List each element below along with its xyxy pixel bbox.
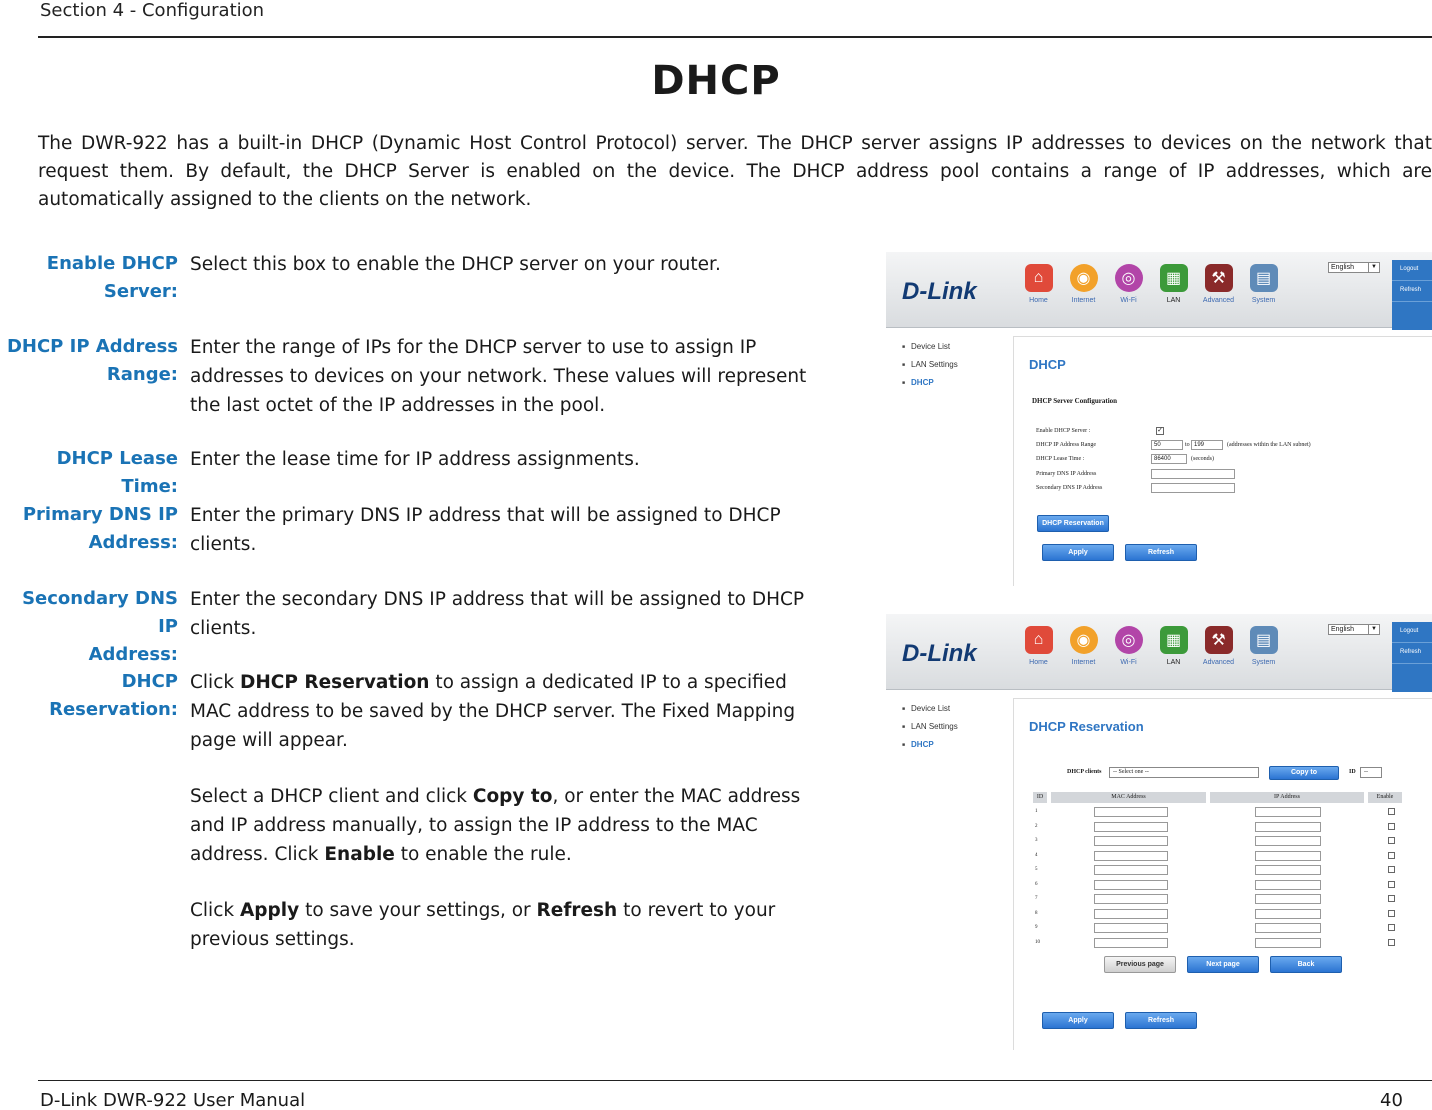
- mac-input[interactable]: [1094, 923, 1168, 933]
- dhcp-reservation-screenshot: [886, 614, 1432, 1050]
- nav-label: Internet: [1071, 659, 1096, 666]
- term-line: DHCP IP Address: [6, 336, 178, 357]
- ip-input[interactable]: [1255, 923, 1321, 933]
- mac-input[interactable]: [1094, 894, 1168, 904]
- term-line: Secondary DNS IP: [22, 588, 178, 637]
- nav-system[interactable]: [1241, 622, 1286, 684]
- ip-input[interactable]: [1255, 807, 1321, 817]
- label-enable: Enable DHCP Server :: [1036, 428, 1091, 434]
- chevron-down-icon: ▼: [1368, 263, 1379, 272]
- ip-input[interactable]: [1255, 909, 1321, 919]
- nav-label: Internet: [1071, 297, 1096, 304]
- range-end-input[interactable]: 199: [1191, 440, 1223, 450]
- text: , or enter the MAC address and IP address manually, to assign the IP address to the MAC address. Click: [190, 786, 801, 865]
- reservation-para-2: [190, 782, 830, 869]
- next-page-button[interactable]: Next page: [1187, 956, 1259, 973]
- lan-icon: ▦: [1160, 264, 1188, 292]
- text-bold: Copy to: [472, 786, 553, 807]
- language-value: English: [1331, 626, 1354, 633]
- footer-rule: [38, 1080, 1432, 1081]
- enable-checkbox[interactable]: [1388, 852, 1395, 859]
- section-header: Section 4 - Configuration: [40, 0, 265, 21]
- menu-device-list[interactable]: ■ Device List: [902, 704, 958, 713]
- label-range: DHCP IP Address Range: [1036, 442, 1097, 448]
- reservation-para-3: [190, 896, 830, 954]
- dhcp-clients-label: DHCP clients: [1067, 769, 1102, 775]
- logout-button[interactable]: Logout: [1392, 260, 1432, 281]
- col-ip: IP Address: [1210, 792, 1364, 803]
- lease-time-input[interactable]: 86400: [1151, 454, 1187, 464]
- enable-checkbox[interactable]: [1388, 939, 1395, 946]
- text: Click: [190, 900, 240, 921]
- ip-input[interactable]: [1255, 880, 1321, 890]
- text: to save your settings, or: [299, 900, 537, 921]
- tools-icon: ⚒: [1205, 264, 1233, 292]
- label-lease: DHCP Lease Time :: [1036, 456, 1085, 462]
- dhcp-clients-select[interactable]: [1109, 767, 1259, 778]
- nav-label: Advanced: [1202, 297, 1235, 304]
- primary-dns-input[interactable]: [1151, 469, 1235, 479]
- text: to revert to your previous settings.: [190, 900, 776, 950]
- desc-ip-range: Enter the range of IPs for the DHCP server to use to assign IP addresses to devices on your network. These values will represent the last octet of the IP addresses in the pool.: [190, 337, 807, 416]
- menu-lan-settings[interactable]: ■ LAN Settings: [902, 722, 958, 731]
- router-nav: [1016, 260, 1316, 322]
- mac-input[interactable]: [1094, 938, 1168, 948]
- row-id: 7: [1035, 896, 1038, 901]
- nav-label: Advanced: [1202, 659, 1235, 666]
- text-bold: Apply: [239, 900, 300, 921]
- footer-manual-title: D-Link DWR-922 User Manual: [40, 1090, 306, 1110]
- globe-icon: ◉: [1070, 264, 1098, 292]
- text: to assign a dedicated IP to a specified MAC address to be saved by the DHCP server. The Fixed Mapping page will appear.: [190, 672, 796, 751]
- term-line: Range:: [106, 364, 178, 385]
- col-enable: Enable: [1368, 792, 1402, 803]
- range-note: (addresses within the LAN subnet): [1227, 442, 1311, 448]
- wifi-icon: ◎: [1115, 264, 1143, 292]
- mac-input[interactable]: [1094, 836, 1168, 846]
- text: Select a DHCP client and click: [190, 786, 473, 807]
- side-menu: [902, 342, 958, 396]
- mac-input[interactable]: [1094, 909, 1168, 919]
- panel-title: DHCP: [1029, 357, 1066, 372]
- term-lease-time: [0, 445, 178, 501]
- enable-checkbox[interactable]: [1388, 881, 1395, 888]
- dhcp-reservation-button[interactable]: DHCP Reservation: [1037, 515, 1109, 532]
- side-menu: [902, 704, 958, 758]
- config-heading: DHCP Server Configuration: [1032, 397, 1118, 405]
- row-id: 2: [1035, 823, 1038, 829]
- globe-icon: ◉: [1070, 626, 1098, 654]
- row-id: 5: [1035, 867, 1038, 872]
- ip-input[interactable]: [1255, 836, 1321, 846]
- term-line: Primary DNS IP: [22, 504, 178, 525]
- nav-home[interactable]: [1016, 260, 1061, 322]
- col-mac: MAC Address: [1051, 792, 1206, 803]
- nav-wifi[interactable]: [1106, 260, 1151, 322]
- enable-checkbox[interactable]: [1388, 910, 1395, 917]
- lease-unit: (seconds): [1191, 456, 1214, 462]
- reservation-para-1: [190, 668, 830, 755]
- language-value: English: [1331, 264, 1354, 271]
- term-line: Enable DHCP: [46, 253, 178, 274]
- label-secondary-dns: Secondary DNS IP Address: [1036, 485, 1103, 491]
- panel-title: DHCP Reservation: [1029, 719, 1144, 734]
- menu-dhcp[interactable]: ■ DHCP: [902, 378, 958, 387]
- enable-dhcp-checkbox[interactable]: ✓: [1157, 427, 1163, 434]
- text-bold: Enable: [324, 844, 395, 865]
- refresh-button[interactable]: Refresh: [1125, 1012, 1197, 1029]
- nav-label: Home: [1029, 659, 1048, 666]
- lan-icon: ▦: [1160, 626, 1188, 654]
- home-icon: ⌂: [1025, 626, 1053, 654]
- nav-wifi[interactable]: [1106, 622, 1151, 684]
- ip-input[interactable]: [1255, 894, 1321, 904]
- select-value: --: [1364, 769, 1368, 775]
- nav-lan[interactable]: [1151, 260, 1196, 322]
- term-line: DHCP: [121, 671, 178, 692]
- nav-lan[interactable]: [1151, 622, 1196, 684]
- enable-checkbox[interactable]: [1388, 895, 1395, 902]
- nav-label: Home: [1029, 297, 1048, 304]
- col-id: ID: [1033, 792, 1047, 803]
- term-enable-dhcp: [0, 250, 178, 306]
- copy-to-button[interactable]: Copy to: [1269, 766, 1339, 780]
- row-id: 9: [1035, 925, 1038, 930]
- chevron-down-icon: ▼: [1368, 625, 1379, 634]
- nav-label: Wi-Fi: [1120, 297, 1137, 304]
- term-primary-dns: [0, 501, 178, 557]
- term-line: Server:: [103, 281, 178, 302]
- router-banner: [886, 614, 1432, 690]
- nav-internet[interactable]: [1061, 622, 1106, 684]
- mac-input[interactable]: [1094, 880, 1168, 890]
- row-id: 6: [1035, 881, 1038, 887]
- nav-label: LAN: [1166, 659, 1181, 666]
- desc-dhcp-reservation: [190, 668, 830, 954]
- tools-icon: ⚒: [1205, 626, 1233, 654]
- term-line: DHCP Lease Time:: [56, 448, 178, 497]
- term-line: Address:: [88, 532, 178, 553]
- apply-button[interactable]: Apply: [1042, 544, 1114, 561]
- label-primary-dns: Primary DNS IP Address: [1036, 471, 1097, 477]
- menu-dhcp[interactable]: ■ DHCP: [902, 740, 958, 749]
- row-id: 10: [1035, 939, 1040, 945]
- id-select[interactable]: [1360, 767, 1382, 778]
- term-line: Reservation:: [49, 699, 178, 720]
- select-value: -- Select one --: [1113, 769, 1149, 775]
- text: Click: [190, 672, 240, 693]
- nav-label: Wi-Fi: [1120, 659, 1137, 666]
- content-panel: [1013, 698, 1432, 1050]
- nav-advanced[interactable]: [1196, 260, 1241, 322]
- back-button[interactable]: Back: [1270, 956, 1342, 973]
- header-rule: [38, 36, 1432, 38]
- text-bold: Refresh: [536, 900, 618, 921]
- dhcp-settings-screenshot: [886, 252, 1432, 586]
- enable-checkbox[interactable]: [1388, 837, 1395, 844]
- logout-button[interactable]: Logout: [1392, 622, 1432, 643]
- side-buttons: [1392, 622, 1432, 692]
- monitor-icon: ▤: [1250, 626, 1278, 654]
- wifi-icon: ◎: [1115, 626, 1143, 654]
- mac-input[interactable]: [1094, 865, 1168, 875]
- ip-input[interactable]: [1255, 865, 1321, 875]
- router-banner: [886, 252, 1432, 328]
- nav-label: LAN: [1166, 297, 1181, 304]
- content-panel: [1013, 336, 1432, 586]
- home-icon: ⌂: [1025, 264, 1053, 292]
- text-bold: DHCP Reservation: [239, 672, 430, 693]
- enable-checkbox[interactable]: [1388, 866, 1395, 873]
- nav-internet[interactable]: [1061, 260, 1106, 322]
- menu-lan-settings[interactable]: ■ LAN Settings: [902, 360, 958, 369]
- desc-primary-dns: Enter the primary DNS IP address that will be assigned to DHCP clients.: [190, 505, 781, 555]
- row-id: 4: [1035, 852, 1038, 858]
- range-to-label: to: [1185, 442, 1190, 448]
- ip-input[interactable]: [1255, 822, 1321, 832]
- page-number: 40: [1380, 1090, 1403, 1110]
- dlink-logo: D-Link: [902, 640, 977, 667]
- ip-input[interactable]: [1255, 938, 1321, 948]
- term-ip-range: [0, 333, 178, 389]
- row-id: 8: [1035, 910, 1038, 916]
- desc-lease-time: Enter the lease time for IP address assignments.: [190, 449, 640, 470]
- range-start-input[interactable]: 50: [1151, 440, 1183, 450]
- menu-device-list[interactable]: ■ Device List: [902, 342, 958, 351]
- nav-label: System: [1251, 297, 1276, 304]
- row-id: 1: [1035, 809, 1038, 814]
- previous-page-button[interactable]: Previous page: [1104, 956, 1176, 973]
- side-buttons: [1392, 260, 1432, 330]
- dlink-logo: D-Link: [902, 278, 977, 305]
- row-id: 3: [1035, 838, 1038, 843]
- monitor-icon: ▤: [1250, 264, 1278, 292]
- mac-input[interactable]: [1094, 822, 1168, 832]
- apply-button[interactable]: Apply: [1042, 1012, 1114, 1029]
- term-dhcp-reservation: [0, 668, 178, 724]
- refresh-side-button[interactable]: Refresh: [1392, 643, 1432, 664]
- refresh-side-button[interactable]: Refresh: [1392, 281, 1432, 302]
- enable-checkbox[interactable]: [1388, 808, 1395, 815]
- nav-label: System: [1251, 659, 1276, 666]
- enable-checkbox[interactable]: [1388, 924, 1395, 931]
- page-title: DHCP: [651, 58, 781, 104]
- enable-checkbox[interactable]: [1388, 823, 1395, 830]
- mac-input[interactable]: [1094, 851, 1168, 861]
- id-label: ID: [1349, 769, 1356, 775]
- nav-home[interactable]: [1016, 622, 1061, 684]
- text: to enable the rule.: [394, 844, 572, 865]
- secondary-dns-input[interactable]: [1151, 483, 1235, 493]
- mac-input[interactable]: [1094, 807, 1168, 817]
- language-select[interactable]: [1328, 262, 1380, 273]
- nav-advanced[interactable]: [1196, 622, 1241, 684]
- term-secondary-dns: [0, 585, 178, 669]
- language-select[interactable]: [1328, 624, 1380, 635]
- router-nav: [1016, 622, 1316, 684]
- refresh-button[interactable]: Refresh: [1125, 544, 1197, 561]
- intro-paragraph: The DWR-922 has a built-in DHCP (Dynamic Host Control Protocol) server. The DHCP server assigns IP addresses to devices on the network that request them. By default, the DHCP Server is enabled on the device. The DHCP address pool contains a range of IP addresses, which are automatically assigned to the clients on the network.: [38, 133, 1432, 210]
- nav-system[interactable]: [1241, 260, 1286, 322]
- desc-enable-dhcp: Select this box to enable the DHCP server on your router.: [190, 254, 721, 275]
- term-line: Address:: [88, 644, 178, 665]
- desc-secondary-dns: Enter the secondary DNS IP address that will be assigned to DHCP clients.: [190, 589, 805, 639]
- ip-input[interactable]: [1255, 851, 1321, 861]
